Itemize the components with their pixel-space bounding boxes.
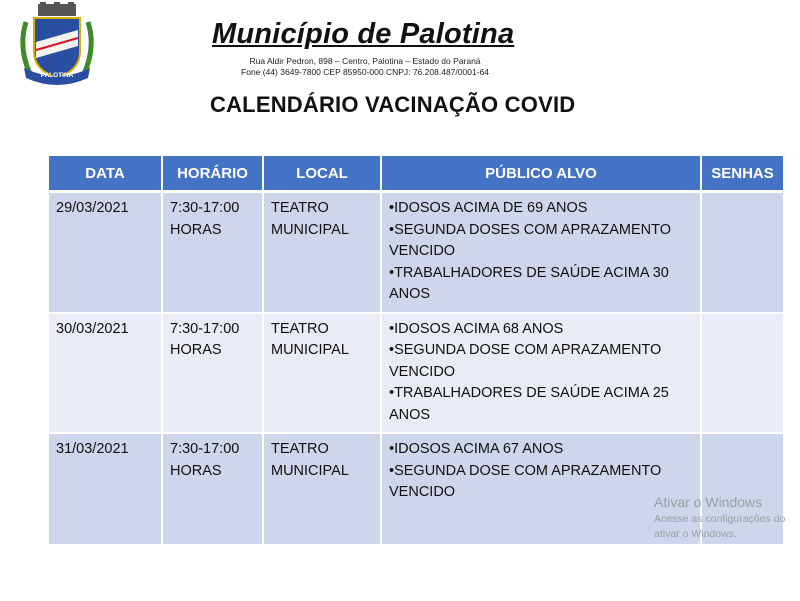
cell-time xyxy=(162,192,263,313)
audience-item: •TRABALHADORES DE SAÚDE ACIMA 25 ANOS xyxy=(389,385,669,423)
place-line: TEATRO xyxy=(271,320,329,337)
cell-time xyxy=(162,433,263,545)
cell-date: 30/03/2021 xyxy=(49,313,162,434)
header-date: DATA xyxy=(49,156,162,192)
cell-tickets xyxy=(701,313,784,434)
time-unit: HORAS xyxy=(170,221,222,238)
vaccination-schedule-table xyxy=(49,156,785,546)
municipality-title: Município de Palotina xyxy=(212,18,515,50)
time-unit: HORAS xyxy=(170,462,222,479)
place-line: MUNICIPAL xyxy=(271,342,349,358)
place-line: TEATRO xyxy=(271,200,329,216)
municipal-crest-logo xyxy=(16,2,98,88)
cell-date: 29/03/2021 xyxy=(49,192,162,313)
windows-activation-watermark xyxy=(654,494,785,542)
header-audience: PÚBLICO ALVO xyxy=(381,156,701,192)
audience-item: •IDOSOS ACIMA 67 ANOS xyxy=(389,441,564,457)
cell-place xyxy=(263,313,381,434)
table-header-row xyxy=(49,156,784,192)
watermark-title: Ativar o Windows xyxy=(654,494,763,510)
cell-tickets xyxy=(701,192,784,313)
time-unit: HORAS xyxy=(170,342,222,358)
cell-audience xyxy=(381,433,701,545)
cell-place xyxy=(263,433,381,545)
cell-date: 31/03/2021 xyxy=(49,433,162,545)
crest-banner-text: PALOTINA xyxy=(40,72,74,79)
table-row xyxy=(49,192,784,313)
watermark-line: ativar o Windows. xyxy=(654,528,737,540)
audience-item: •SEGUNDA DOSE COM APRAZAMENTO VENCIDO xyxy=(389,462,662,500)
table-row xyxy=(49,313,784,434)
address-line: Rua Aldir Pedron, 898 – Centro, Palotina – Estado do Paraná xyxy=(249,56,481,66)
cell-audience xyxy=(381,192,701,313)
time-range: 7:30-17:00 xyxy=(170,320,240,337)
audience-item: •SEGUNDA DOSE COM APRAZAMENTO VENCIDO xyxy=(389,342,662,380)
document-title: CALENDÁRIO VACINAÇÃO COVID xyxy=(210,92,576,117)
contact-line: Fone (44) 3649-7800 CEP 85950-000 CNPJ: 76.208.487/0001-64 xyxy=(241,67,489,77)
audience-item: •IDOSOS ACIMA DE 69 ANOS xyxy=(389,200,588,216)
audience-item: •TRABALHADORES DE SAÚDE ACIMA 30 ANOS xyxy=(389,264,669,302)
header-time: HORÁRIO xyxy=(162,156,263,192)
audience-item: •SEGUNDA DOSES COM APRAZAMENTO VENCIDO xyxy=(389,221,671,259)
place-line: MUNICIPAL xyxy=(271,221,349,238)
time-range: 7:30-17:00 xyxy=(170,441,240,457)
cell-audience xyxy=(381,313,701,434)
time-range: 7:30-17:00 xyxy=(170,200,240,216)
header-place: LOCAL xyxy=(263,156,381,192)
place-line: TEATRO xyxy=(271,441,329,457)
cell-place xyxy=(263,192,381,313)
audience-item: •IDOSOS ACIMA 68 ANOS xyxy=(389,320,564,337)
place-line: MUNICIPAL xyxy=(271,462,349,479)
cell-time xyxy=(162,313,263,434)
header-tickets: SENHAS xyxy=(701,156,784,192)
watermark-line: Acesse as configurações do xyxy=(654,513,786,525)
